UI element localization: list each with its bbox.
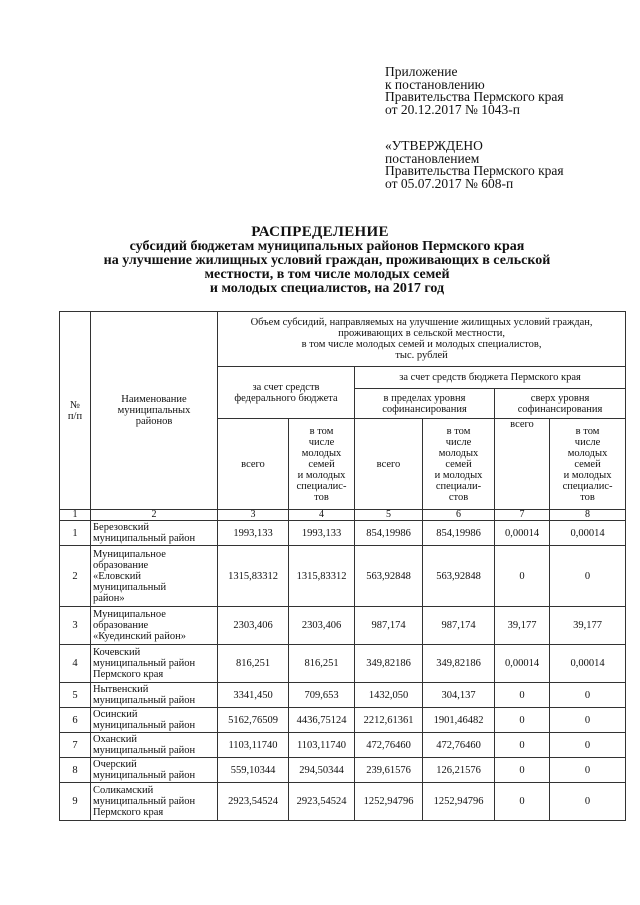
cell-federal-total: 559,10344 (218, 758, 289, 783)
row-number: 2 (60, 546, 91, 607)
cell-regional-above-total: 0 (495, 783, 550, 821)
cell-regional-within-young: 987,174 (423, 607, 495, 645)
table-row (60, 733, 626, 758)
cell-regional-within-total: 472,76460 (355, 733, 423, 758)
district-name: Муниципальное образование «Куединский район» (91, 607, 218, 645)
column-number: 1 (60, 510, 91, 521)
subtitle-line: субсидий бюджетам муниципальных районов Пермского края (129, 239, 525, 254)
cell-federal-total: 816,251 (218, 645, 289, 683)
header-federal-budget: за счет средств федерального бюджета (218, 367, 355, 419)
header-total: всего (495, 419, 550, 510)
cell-regional-within-young: 349,82186 (423, 645, 495, 683)
appendix-line: от 20.12.2017 № 1043-п (385, 101, 520, 117)
cell-regional-above-young: 0 (550, 546, 626, 607)
cell-regional-above-young: 0 (550, 683, 626, 708)
cell-regional-within-young: 472,76460 (423, 733, 495, 758)
cell-federal-young: 816,251 (289, 645, 355, 683)
cell-regional-above-total: 0 (495, 546, 550, 607)
header-regional-budget: за счет средств бюджета Пермского края (355, 367, 626, 389)
cell-federal-total: 5162,76509 (218, 708, 289, 733)
column-number: 2 (91, 510, 218, 521)
header-total: всего (355, 419, 423, 510)
district-name: Осинский муниципальный район (91, 708, 218, 733)
appendix-line: Приложение (385, 64, 458, 79)
column-number: 8 (550, 510, 626, 521)
table-row (60, 607, 626, 645)
cell-regional-above-young: 0,00014 (550, 521, 626, 546)
header-within-cofinancing: в пределах уровня софинансирования (355, 389, 495, 419)
cell-regional-within-young: 304,137 (423, 683, 495, 708)
header-number: № п/п (60, 312, 91, 510)
distribution-table (59, 311, 626, 821)
table-row (60, 783, 626, 821)
cell-regional-within-young: 563,92848 (423, 546, 495, 607)
district-name: Кочевский муниципальный район Пермского края (91, 645, 218, 683)
approved-line: Правительства Пермского края (385, 163, 564, 178)
cell-regional-above-young: 0 (550, 758, 626, 783)
approved-line: от 05.07.2017 № 608-п (385, 175, 514, 191)
header-incl-young: в том числе молодых семей и молодых специалис- тов (550, 419, 626, 510)
cell-regional-within-young: 126,21576 (423, 758, 495, 783)
cell-regional-within-total: 2212,61361 (355, 708, 423, 733)
cell-regional-within-young: 1252,94796 (423, 783, 495, 821)
column-number: 4 (289, 510, 355, 521)
header-incl-young: в том числе молодых семей и молодых специали- стов (423, 419, 495, 510)
cell-regional-within-total: 854,19986 (355, 521, 423, 546)
subtitle-line: и молодых специалистов, на 2017 год (209, 281, 445, 296)
row-number: 6 (60, 708, 91, 733)
cell-regional-within-young: 1901,46482 (423, 708, 495, 733)
row-number: 9 (60, 783, 91, 821)
row-number: 7 (60, 733, 91, 758)
appendix-block (385, 66, 564, 116)
cell-federal-young: 294,50344 (289, 758, 355, 783)
table-row (60, 546, 626, 607)
cell-regional-within-total: 349,82186 (355, 645, 423, 683)
cell-federal-young: 4436,75124 (289, 708, 355, 733)
cell-federal-young: 1315,83312 (289, 546, 355, 607)
cell-regional-above-young: 0 (550, 733, 626, 758)
district-name: Соликамский муниципальный район Пермского края (91, 783, 218, 821)
subtitle-line: местности, в том числе молодых семей (204, 267, 450, 282)
cell-regional-above-young: 0,00014 (550, 645, 626, 683)
cell-federal-young: 1103,11740 (289, 733, 355, 758)
cell-regional-above-total: 0 (495, 683, 550, 708)
district-name: Оханский муниципальный район (91, 733, 218, 758)
cell-regional-above-total: 0,00014 (495, 645, 550, 683)
cell-federal-young: 1993,133 (289, 521, 355, 546)
district-name: Березовский муниципальный район (91, 521, 218, 546)
row-number: 8 (60, 758, 91, 783)
cell-regional-above-total: 0 (495, 708, 550, 733)
appendix-line: к постановлению (385, 76, 485, 92)
cell-federal-total: 1315,83312 (218, 546, 289, 607)
column-number: 5 (355, 510, 423, 521)
table-row (60, 708, 626, 733)
row-number: 3 (60, 607, 91, 645)
row-number: 5 (60, 683, 91, 708)
cell-regional-above-total: 39,177 (495, 607, 550, 645)
cell-federal-total: 1103,11740 (218, 733, 289, 758)
cell-regional-above-total: 0,00014 (495, 521, 550, 546)
district-name: Муниципальное образование «Еловский муниципальный район» (91, 546, 218, 607)
header-above-cofinancing: сверх уровня софинансирования (495, 389, 626, 419)
header-incl-young: в том числе молодых семей и молодых специалис- тов (289, 419, 355, 510)
cell-regional-above-young: 39,177 (550, 607, 626, 645)
cell-regional-within-young: 854,19986 (423, 521, 495, 546)
cell-federal-total: 2303,406 (218, 607, 289, 645)
table-row (60, 521, 626, 546)
table-row (60, 683, 626, 708)
header-district-name: Наименование муниципальных районов (91, 312, 218, 510)
approved-line: «УТВЕРЖДЕНО (385, 138, 483, 153)
cell-federal-young: 2303,406 (289, 607, 355, 645)
district-name: Очерский муниципальный район (91, 758, 218, 783)
cell-regional-above-young: 0 (550, 783, 626, 821)
table-row (60, 758, 626, 783)
cell-regional-within-total: 1252,94796 (355, 783, 423, 821)
cell-regional-above-total: 0 (495, 758, 550, 783)
cell-regional-within-total: 987,174 (355, 607, 423, 645)
table-row (60, 645, 626, 683)
document-title: РАСПРЕДЕЛЕНИЕ (251, 224, 389, 240)
subtitle-line: на улучшение жилищных условий граждан, проживающих в сельской (103, 253, 551, 268)
column-number: 3 (218, 510, 289, 521)
cell-federal-total: 3341,450 (218, 683, 289, 708)
column-number: 6 (423, 510, 495, 521)
header-subsidy-volume: Объем субсидий, направляемых на улучшение жилищных условий граждан, проживающих в сельской местности, в том числе молодых семей и молодых специалистов, тыс. рублей (218, 312, 626, 367)
cell-federal-total: 1993,133 (218, 521, 289, 546)
document-subtitle (92, 240, 562, 296)
cell-regional-within-total: 563,92848 (355, 546, 423, 607)
cell-federal-total: 2923,54524 (218, 783, 289, 821)
header-total: всего (218, 419, 289, 510)
cell-regional-above-young: 0 (550, 708, 626, 733)
cell-federal-young: 2923,54524 (289, 783, 355, 821)
cell-regional-within-total: 1432,050 (355, 683, 423, 708)
approved-block (385, 140, 564, 190)
column-number: 7 (495, 510, 550, 521)
cell-federal-young: 709,653 (289, 683, 355, 708)
cell-regional-above-total: 0 (495, 733, 550, 758)
row-number: 4 (60, 645, 91, 683)
cell-regional-within-total: 239,61576 (355, 758, 423, 783)
district-name: Нытвенский муниципальный район (91, 683, 218, 708)
row-number: 1 (60, 521, 91, 546)
appendix-line: Правительства Пермского края (385, 89, 564, 104)
approved-line: постановлением (385, 150, 480, 166)
